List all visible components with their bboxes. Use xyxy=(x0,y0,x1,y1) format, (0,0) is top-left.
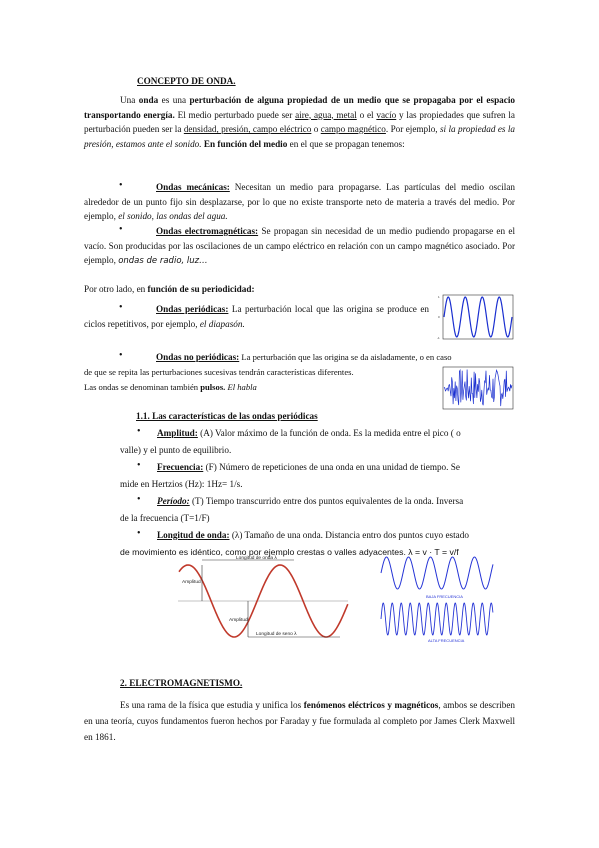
page-title: CONCEPTO DE ONDA. xyxy=(137,76,236,86)
intro-paragraph xyxy=(84,93,515,151)
electromagnetismo-paragraph xyxy=(84,697,515,745)
ondas-periodicas-item xyxy=(84,302,429,331)
diagram-label-wavelength: Longitud de onda λ xyxy=(236,556,277,561)
ondas-electromagneticas-text: Se propagan sin necesidad de un medio pudiendo propagarse en el vacío. Son producidas por las oscilaciones de un campo eléctrico en relación con un campo magnético asociado. Por ejemplo, xyxy=(84,226,515,265)
periodicity-intro xyxy=(84,283,255,295)
intro-onda: onda xyxy=(138,95,159,105)
periodo-line2: de la frecuencia (T=1/F) xyxy=(120,513,210,523)
frequency-diagram xyxy=(378,555,498,643)
longitud-line2: de movimiento es idéntico, como por ejemplo crestas o valles adyacentes. λ = v · T = v/f xyxy=(120,547,459,557)
high-frequency-wave xyxy=(381,603,493,635)
amplitud-label: Amplitud: xyxy=(157,428,198,438)
intro-text: y las propiedades que sufren la perturbación pueden ser la xyxy=(84,109,515,134)
intro-properties: densidad, presión, campo eléctrico xyxy=(183,124,312,134)
ondas-periodicas-label: Ondas periódicas: xyxy=(156,304,229,314)
intro-funcion-medio: En función del medio xyxy=(201,138,288,149)
electromagnetismo-bold: fenómenos eléctricos y magnéticos xyxy=(303,700,439,710)
intro-text: . Por ejemplo, xyxy=(385,124,440,134)
bullet-icon: • xyxy=(119,224,123,235)
intro-text: en el que se propagan tenemos: xyxy=(287,138,405,149)
svg-text:1: 1 xyxy=(438,295,440,299)
bullet-icon: • xyxy=(119,302,123,313)
longitud-line1 xyxy=(157,529,469,541)
ondas-mecanicas-item xyxy=(84,180,515,224)
intro-text: es una xyxy=(158,95,190,105)
svg-text:-1: -1 xyxy=(437,336,440,340)
ondas-mecanicas-example: el sonido, las ondas del agua. xyxy=(118,211,228,221)
periodicity-intro-bold: función de su periodicidad: xyxy=(147,284,255,294)
low-frequency-wave xyxy=(381,557,493,589)
frecuencia-line2: mide en Hertzios (Hz): 1Hz= 1/s. xyxy=(120,479,243,489)
intro-text: El medio perturbado puede ser xyxy=(174,109,296,120)
ondas-no-periodicas-line1 xyxy=(156,351,452,363)
ondas-electromagneticas-item xyxy=(84,224,515,269)
intro-media: aire, agua, metal xyxy=(295,109,357,120)
amplitud-line2: valle) y el punto de equilibrio. xyxy=(120,445,232,455)
electromagnetismo-text: Es una rama de la física que estudia y unifica los xyxy=(120,700,304,710)
ondas-no-periodicas-text: Las ondas se denominan también xyxy=(84,382,201,392)
periodo-line1 xyxy=(157,495,463,507)
ondas-mecanicas-text: Necesitan un medio para propagarse. Las partículas del medio oscilan alrededor de un punto fijo sin desplazarse, por lo que no existe transporte neto de materia a través del medio. Por ejemplo, xyxy=(84,182,515,221)
bullet-icon: • xyxy=(119,350,123,361)
ondas-no-periodicas-line3 xyxy=(84,381,257,393)
longitud-text: (λ) Tamaño de una onda. Distancia entro dos puntos cuyo estado xyxy=(229,530,469,540)
frecuencia-text: (F) Número de repeticiones de una onda en una unidad de tiempo. Se xyxy=(203,462,460,472)
intro-campo-magnetico: campo magnético xyxy=(320,124,386,134)
bullet-icon: • xyxy=(137,426,141,437)
frecuencia-label: Frecuencia: xyxy=(157,462,204,472)
periodo-text: (T) Tiempo transcurrido entre dos puntos equivalentes de la onda. Inversa xyxy=(189,496,464,506)
ondas-no-periodicas-text: La perturbación que las origina se da aisladamente, o en caso xyxy=(239,352,452,362)
diagram-label-amplitude-top: Amplitud xyxy=(182,580,201,585)
intro-text: Una xyxy=(120,95,139,105)
ondas-no-periodicas-label: Ondas no periódicas: xyxy=(156,352,240,362)
electromagnetismo-text: , ambos se describen en una teoría, cuyos fundamentos fueron hechos por Faraday y fue formulada al completo por James Clerk Maxwell en 1861. xyxy=(84,700,516,742)
bullet-icon: • xyxy=(137,528,141,539)
bullet-icon: • xyxy=(137,460,141,471)
low-frequency-label: BAJA FRECUENCIA xyxy=(426,594,463,599)
amplitud-text: (A) Valor máximo de la función de onda. Es la medida entre el pico ( o xyxy=(197,428,461,438)
intro-text: o xyxy=(311,124,321,134)
ondas-electromagneticas-example: ondas de radio, luz… xyxy=(118,256,208,266)
section-1-1-heading xyxy=(136,410,318,422)
frecuencia-line1 xyxy=(157,461,460,473)
bullet-icon: • xyxy=(137,494,141,505)
high-frequency-label: ALTA FRECUENCIA xyxy=(428,638,465,643)
ondas-periodicas-example: el diapasón. xyxy=(199,318,245,329)
intro-example: si la propiedad es la presión, estamos ante el sonido. xyxy=(84,124,516,149)
periodo-label: Período: xyxy=(157,496,190,506)
non-periodic-wave-image xyxy=(437,365,517,415)
periodicity-intro-text: Por otro lado, en xyxy=(84,284,148,294)
ondas-mecanicas-label: Ondas mecánicas: xyxy=(156,182,230,192)
intro-definition: perturbación de alguna propiedad de un medio que se propagaba por el espacio transportando energía. xyxy=(84,95,515,120)
longitud-label: Longitud de onda: xyxy=(157,530,230,540)
amplitud-line1 xyxy=(157,427,461,439)
pulsos-label: pulsos. xyxy=(200,382,226,392)
el-habla-example: El habla xyxy=(225,382,257,392)
ondas-no-periodicas-line2: de que se repita las perturbaciones sucesivas tendrán características diferentes. xyxy=(84,367,354,377)
intro-vacio: vacío xyxy=(376,109,397,120)
intro-text: o el xyxy=(356,109,377,120)
section-2-title: 2. ELECTROMAGNETISMO. xyxy=(120,678,243,688)
bullet-icon: • xyxy=(119,180,123,191)
wave-diagram xyxy=(176,553,352,643)
periodic-wave-image xyxy=(437,292,517,347)
ondas-periodicas-text: La perturbación local que las origina se produce en ciclos repetitivos, por ejemplo, xyxy=(84,304,429,329)
section-2-heading xyxy=(120,677,242,689)
section-1-1-title: 1.1. Las características de las ondas periódicas xyxy=(136,411,318,421)
diagram-label-sine-length: Longitud de seno λ xyxy=(256,632,297,637)
diagram-label-amplitude-mid: Amplitud xyxy=(229,618,248,623)
ondas-electromagneticas-label: Ondas electromagnéticas: xyxy=(156,226,259,236)
svg-text:0: 0 xyxy=(438,315,440,319)
